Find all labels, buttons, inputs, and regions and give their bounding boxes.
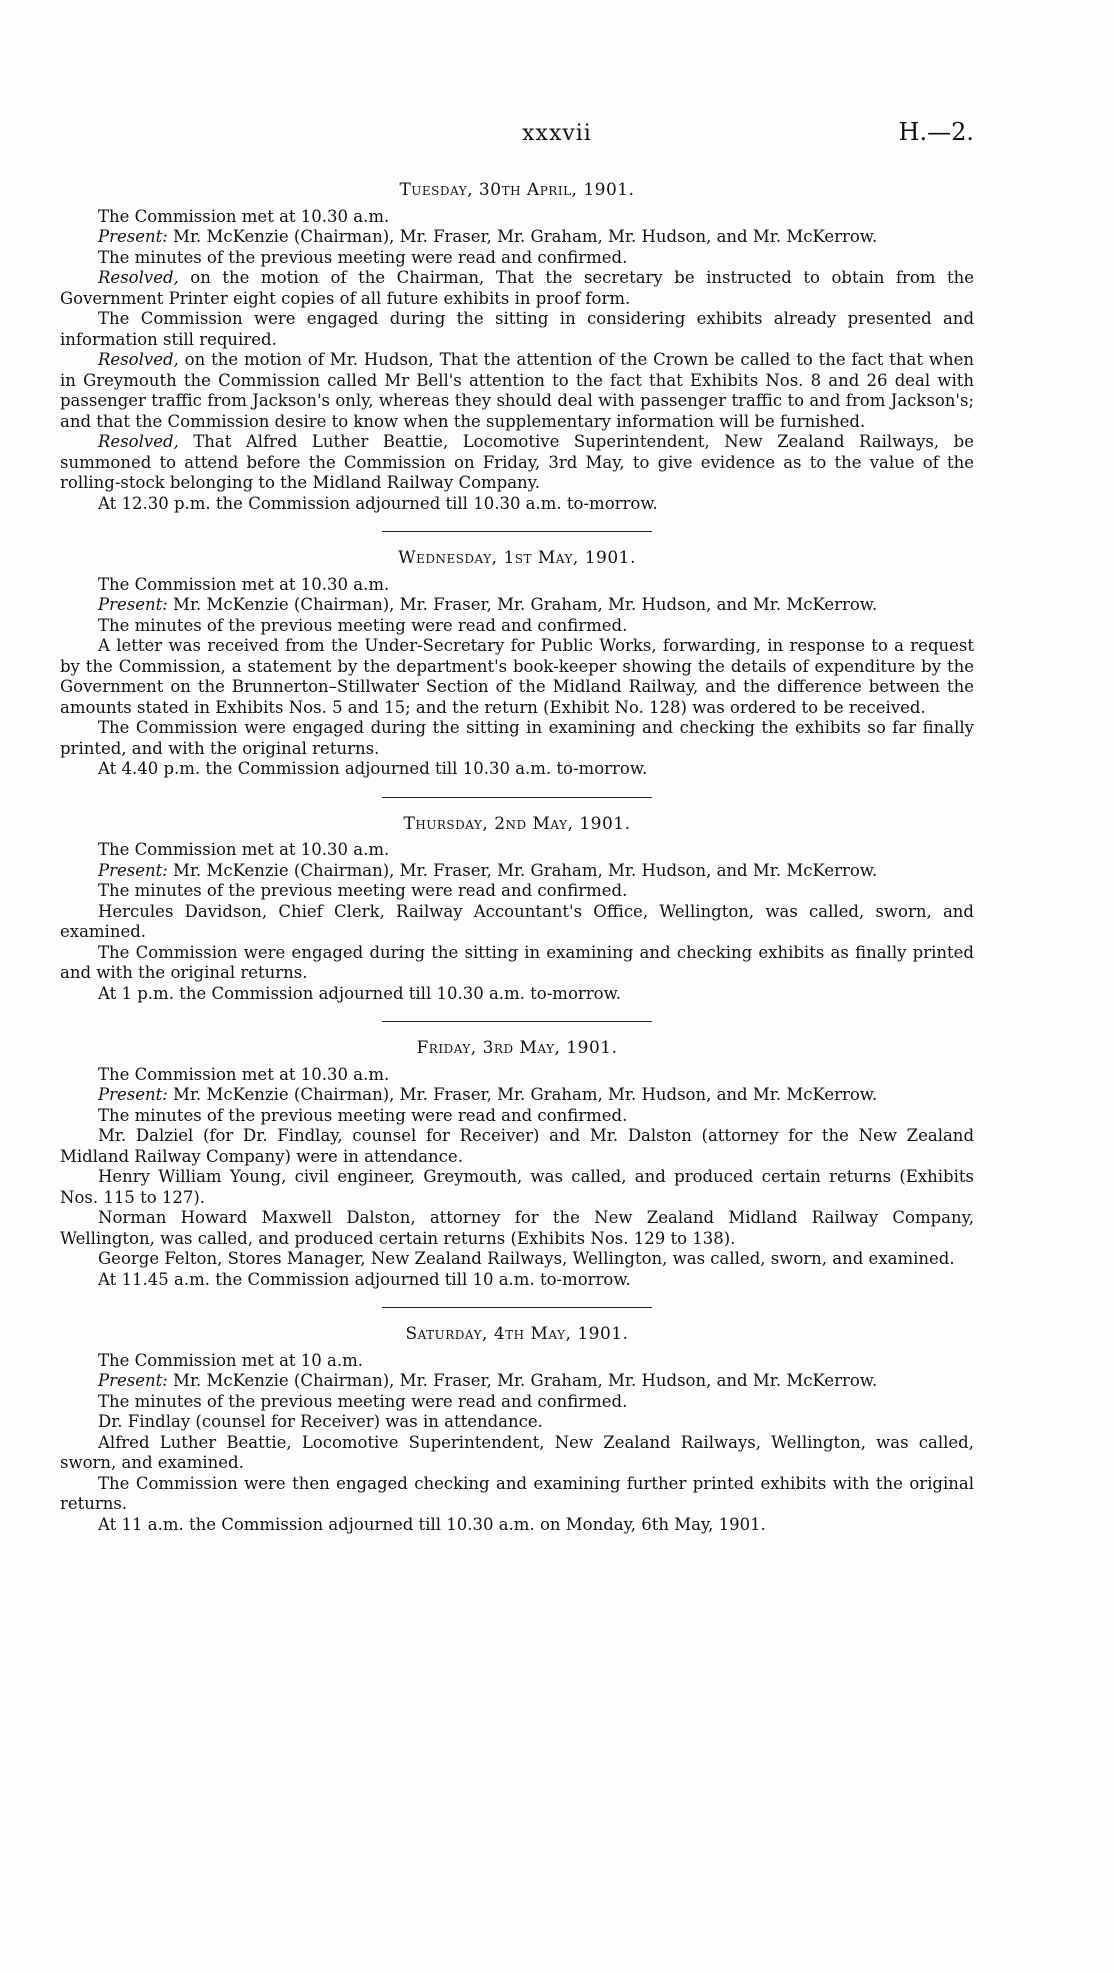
minutes-paragraph [60, 309, 974, 350]
section-divider [382, 797, 652, 798]
minutes-paragraph [60, 759, 974, 780]
minutes-paragraph [60, 636, 974, 718]
paragraph-text: The minutes of the previous meeting were read and confirmed. [98, 615, 628, 635]
paragraph-text: Mr. McKenzie (Chairman), Mr. Fraser, Mr. Graham, Mr. Hudson, and Mr. McKerrow. [167, 860, 878, 880]
day-section [60, 814, 974, 1005]
minutes-paragraph [60, 1371, 974, 1392]
day-heading: Tuesday, 30th April, 1901. [399, 180, 635, 200]
paragraph-label: Present: [98, 1085, 168, 1104]
paragraph-text: Alfred Luther Beattie, Locomotive Superintendent, New Zealand Railways, Wellington, was called, sworn, and examined. [60, 1432, 974, 1472]
document-reference: H.—2. [898, 118, 974, 146]
paragraph-text: A letter was received from the Under-Secretary for Public Works, forwarding, in response to a request by the Commission, a statement by the department's book-keeper showing the details of expenditure by the Government on the Brunnerton–Stillwater Section of the Midland Railway, and the difference between the amounts stated in Exhibits Nos. 5 and 15; and the return (Exhibit No. 128) was ordered to be received. [60, 636, 974, 717]
paragraph-text: Mr. McKenzie (Chairman), Mr. Fraser, Mr. Graham, Mr. Hudson, and Mr. McKerrow. [167, 227, 878, 246]
page-number: xxxvii [522, 121, 592, 146]
day-section [60, 1038, 974, 1290]
paragraph-text: The Commission met at 10 a.m. [98, 1350, 363, 1370]
paragraph-text: on the motion of Mr. Hudson, That the attention of the Crown be called to the fact that when in Greymouth the Commission called Mr Bell's attention to the fact that Exhibits Nos. 8 and 26 deal with passenger traffic from Jackson's only, whereas they should deal with passenger traffic to and from Jackson's; and that the Commission desire to know when the supplementary information will be furnished. [60, 350, 974, 431]
paragraph-text: The minutes of the previous meeting were read and confirmed. [98, 1391, 628, 1411]
paragraph-text: The Commission were engaged during the sitting in examining and checking exhibits as finally printed and with the original returns. [60, 942, 974, 982]
section-divider [382, 531, 652, 532]
minutes-paragraph [60, 1167, 974, 1208]
minutes-paragraph [60, 1351, 974, 1372]
day-heading: Thursday, 2nd May, 1901. [403, 813, 631, 834]
day-heading: Friday, 3rd May, 1901. [416, 1038, 618, 1058]
minutes-paragraph [60, 1065, 974, 1086]
minutes-paragraph [60, 902, 974, 943]
minutes-paragraph [60, 1126, 974, 1167]
paragraph-text: The Commission met at 10.30 a.m. [98, 574, 390, 594]
day-heading: Wednesday, 1st May, 1901. [398, 548, 636, 568]
minutes-paragraph [60, 861, 974, 882]
minutes-paragraph [60, 881, 974, 902]
day-section [60, 548, 974, 780]
paragraph-text: The Commission were engaged during the sitting in examining and checking the exhibits so far finally printed, and with the original returns. [60, 718, 974, 758]
minutes-paragraph [60, 1515, 974, 1536]
minutes-paragraph [60, 268, 974, 309]
paragraph-text: Mr. McKenzie (Chairman), Mr. Fraser, Mr. Graham, Mr. Hudson, and Mr. McKerrow. [167, 595, 878, 614]
paragraph-text: At 4.40 p.m. the Commission adjourned till 10.30 a.m. to-morrow. [98, 759, 648, 778]
section-divider [382, 1307, 652, 1308]
paragraph-text: Dr. Findlay (counsel for Receiver) was in attendance. [98, 1412, 543, 1431]
day-section [60, 1324, 974, 1535]
minutes-paragraph [60, 840, 974, 861]
paragraph-text: The minutes of the previous meeting were read and confirmed. [98, 881, 628, 900]
minutes-paragraph [60, 227, 974, 248]
paragraph-text: George Felton, Stores Manager, New Zealand Railways, Wellington, was called, sworn, and examined. [98, 1249, 955, 1268]
day-heading: Saturday, 4th May, 1901. [405, 1324, 629, 1344]
paragraph-text: Norman Howard Maxwell Dalston, attorney for the New Zealand Midland Railway Company, Wellington, was called, and produced certain returns (Exhibits Nos. 129 to 138). [60, 1208, 974, 1248]
paragraph-text: The Commission met at 10.30 a.m. [98, 840, 390, 859]
paragraph-label: Present: [98, 1371, 168, 1390]
minutes-paragraph [60, 494, 974, 515]
minutes-paragraph [60, 350, 974, 432]
minutes-paragraph [60, 1249, 974, 1270]
paragraph-text: on the motion of the Chairman, That the secretary be instructed to obtain from the Government Printer eight copies of all future exhibits in proof form. [60, 268, 974, 308]
minutes-paragraph [60, 1474, 974, 1515]
paragraph-label: Resolved, [98, 350, 179, 369]
minutes-paragraph [60, 595, 974, 616]
minutes-paragraph [60, 943, 974, 984]
paragraph-text: Hercules Davidson, Chief Clerk, Railway Accountant's Office, Wellington, was called, sworn, and examined. [60, 901, 974, 941]
minutes-paragraph [60, 1433, 974, 1474]
paragraph-label: Present: [98, 595, 168, 614]
paragraph-text: At 11.45 a.m. the Commission adjourned till 10 a.m. to-morrow. [98, 1269, 631, 1289]
paragraph-text: At 12.30 p.m. the Commission adjourned till 10.30 a.m. to-morrow. [98, 493, 658, 513]
paragraph-text: Mr. McKenzie (Chairman), Mr. Fraser, Mr. Graham, Mr. Hudson, and Mr. McKerrow. [167, 1371, 878, 1390]
paragraph-text: The Commission were engaged during the sitting in considering exhibits already presented and information still required. [60, 309, 974, 349]
minutes-paragraph [60, 718, 974, 759]
minutes-paragraph [60, 1085, 974, 1106]
minutes-paragraph [60, 1106, 974, 1127]
paragraph-text: The Commission were then engaged checking and examining further printed exhibits with the original returns. [60, 1473, 974, 1513]
paragraph-label: Present: [98, 227, 168, 246]
paragraph-label: Resolved, [98, 432, 179, 451]
paragraph-text: That Alfred Luther Beattie, Locomotive Superintendent, New Zealand Railways, be summoned to attend before the Commission on Friday, 3rd May, to give evidence as to the value of the rolling-stock belonging to the Midland Railway Company. [60, 432, 974, 492]
paragraph-text: The Commission met at 10.30 a.m. [98, 206, 390, 226]
paragraph-text: Mr. McKenzie (Chairman), Mr. Fraser, Mr. Graham, Mr. Hudson, and Mr. McKerrow. [167, 1085, 878, 1104]
minutes-body [60, 180, 974, 1535]
paragraph-text: The Commission met at 10.30 a.m. [98, 1064, 390, 1084]
paragraph-text: At 11 a.m. the Commission adjourned till 10.30 a.m. on Monday, 6th May, 1901. [98, 1514, 766, 1534]
minutes-paragraph [60, 207, 974, 228]
paragraph-text: Henry William Young, civil engineer, Greymouth, was called, and produced certain returns (Exhibits Nos. 115 to 127). [60, 1167, 974, 1207]
minutes-paragraph [60, 1392, 974, 1413]
minutes-paragraph [60, 1412, 974, 1433]
minutes-paragraph [60, 1208, 974, 1249]
minutes-paragraph [60, 575, 974, 596]
section-divider [382, 1021, 652, 1022]
paragraph-label: Resolved, [98, 268, 179, 287]
paragraph-text: The minutes of the previous meeting were read and confirmed. [98, 247, 628, 267]
minutes-paragraph [60, 248, 974, 269]
minutes-paragraph [60, 432, 974, 494]
minutes-paragraph [60, 984, 974, 1005]
paragraph-text: Mr. Dalziel (for Dr. Findlay, counsel for Receiver) and Mr. Dalston (attorney for the New Zealand Midland Railway Company) were in attendance. [60, 1126, 974, 1166]
minutes-paragraph [60, 616, 974, 637]
paragraph-text: At 1 p.m. the Commission adjourned till 10.30 a.m. to-morrow. [98, 983, 622, 1003]
paragraph-label: Present: [98, 860, 168, 880]
paragraph-text: The minutes of the previous meeting were read and confirmed. [98, 1105, 628, 1125]
minutes-paragraph [60, 1270, 974, 1291]
day-section [60, 180, 974, 514]
